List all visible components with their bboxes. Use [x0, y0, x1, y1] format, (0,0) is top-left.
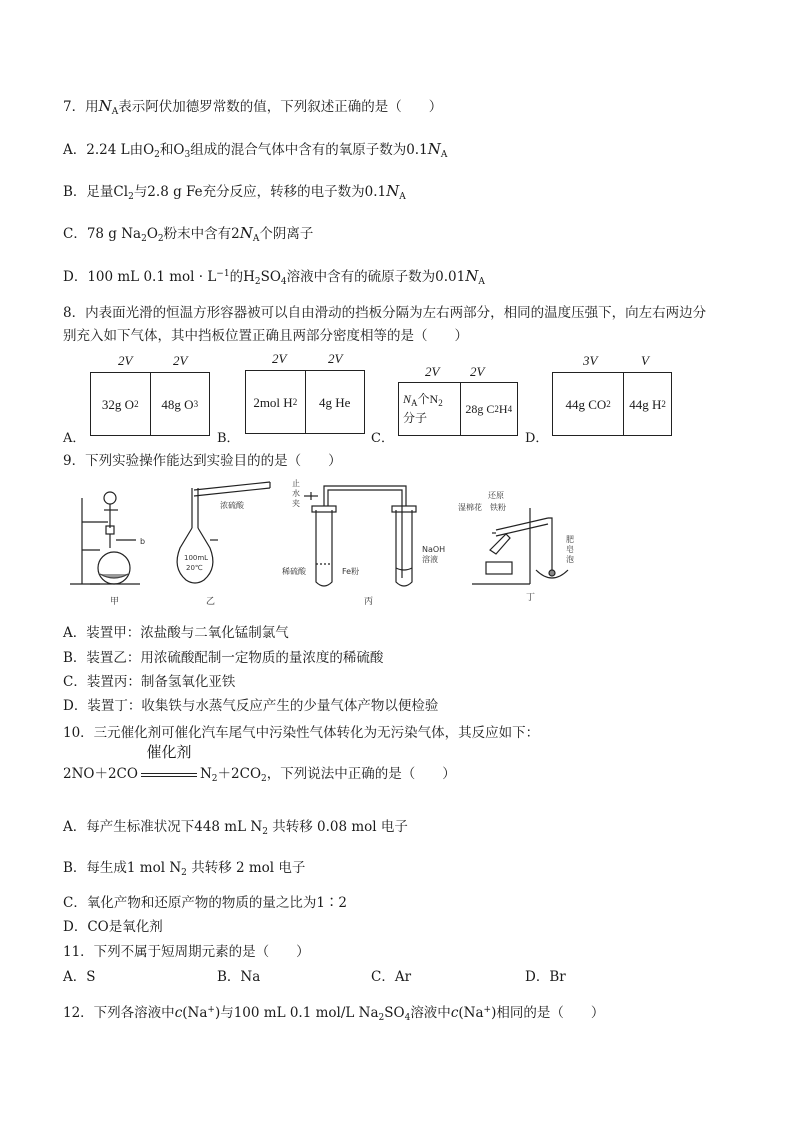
q11-option-c: C．Ar	[371, 969, 412, 985]
q8-d-vol-right: V	[641, 353, 649, 368]
q10-catalyst: 催化剂	[146, 743, 192, 761]
q10-option-a: A．每产生标准状况下448 mL $N_2$ 共转移 0.08 mol 电子	[63, 819, 408, 837]
q8-box-b-right: 4g He	[305, 371, 365, 433]
q10-eq-arrow	[138, 743, 200, 784]
q7-stem: 7．用$N_A$表示阿伏加德罗常数的值，下列叙述正确的是（ ）	[63, 97, 443, 117]
q8-box-b	[245, 370, 365, 434]
q8-box-c-left: $N_A$个$N_2$ 分子	[403, 392, 443, 425]
q11-option-a: A．S	[63, 969, 96, 985]
caption-b: b	[140, 537, 146, 546]
apparatus-bing	[304, 486, 416, 586]
q8-box-d	[552, 372, 672, 436]
q8-a-vol-right: 2V	[173, 353, 188, 368]
caption-dilute: 稀硫酸	[282, 567, 306, 576]
q8-label-c: C．	[371, 431, 394, 446]
q8-box-d-left: 44g CO 2	[565, 396, 611, 412]
caption-bing: 丙	[364, 597, 374, 607]
q10-equation: 2NO＋2CO 催化剂 $N_2+2CO_2$，下列说法中正确的是（ ）	[63, 743, 456, 784]
q10-option-c: C．氧化产物和还原产物的物质的量之比为1∶2	[63, 895, 348, 911]
q10-option-b: B．每生成1 mol $N_2$ 共转移 2 mol 电子	[63, 860, 306, 878]
q8-c-vol-left: 2V	[425, 364, 440, 379]
q9-stem: 9．下列实验操作能达到实验目的的是（ ）	[63, 453, 342, 469]
q7-option-b: B．足量$Cl_2$与2.8 g Fe充分反应，转移的电子数为$0.1N_A$	[63, 182, 406, 202]
q8-b-vol-left: 2V	[272, 351, 287, 366]
q8-box-a-right: 48g O 3	[150, 373, 210, 435]
q7-option-c: C．78 g $Na_2O_2$粉末中含有$2N_A$个阴离子	[63, 224, 314, 244]
q8-box-d-right: 44g H 2	[623, 373, 671, 435]
q8-label-d: D．	[525, 431, 549, 446]
caption-fe: Fe粉	[342, 567, 360, 576]
q8-box-b-left: 2mol H 2	[253, 394, 298, 410]
q8-label-b: B．	[217, 431, 240, 446]
caption-pao: 泡	[566, 555, 574, 564]
caption-ding: 丁	[526, 593, 536, 603]
caption-stop: 止	[292, 479, 300, 488]
caption-soln: 溶液	[422, 555, 438, 564]
caption-clamp: 夹	[292, 499, 300, 508]
q9-option-b: B．装置乙：用浓硫酸配制一定物质的量浓度的稀硫酸	[63, 650, 384, 666]
q7-option-d: D．100 mL 0.1 mol · $L^{-1}$的$H_2SO_4$溶液中含有的硫原子数为$0.01N_A$	[63, 267, 485, 287]
caption-flask-vol: 100mL	[184, 554, 209, 562]
q8-a-vol-left: 2V	[118, 353, 133, 368]
q12-stem: 12．下列各溶液中c(Na+)与100 mL 0.1 mol/L $Na_2SO_4$溶液中c(Na+)相同的是（ ）	[63, 1005, 605, 1023]
q10-option-d: D．CO是氧化剂	[63, 919, 163, 935]
q8-c-vol-right: 2V	[470, 364, 485, 379]
caption-flask-temp: 20℃	[186, 564, 203, 572]
q7-option-a: A．2.24 L由$O_2$和$O_3$组成的混合气体中含有的氧原子数为$0.1N_A$	[63, 140, 448, 160]
caption-water: 水	[292, 489, 300, 498]
q8-box-c-right: 28g C 2 H 4	[460, 383, 518, 435]
q8-label-a: A．	[63, 431, 86, 446]
caption-fe-powder: 铁粉	[490, 503, 506, 512]
q11-stem: 11．下列不属于短周期元素的是（ ）	[63, 944, 310, 960]
q8-stem-line1: 8．内表面光滑的恒温方形容器被可以自由滑动的挡板分隔为左右两部分，相同的温度压强下，向左右两边分	[63, 305, 707, 321]
caption-zao: 皂	[566, 545, 574, 554]
q10-stem: 10．三元催化剂可催化汽车尾气中污染性气体转化为无污染气体，其反应如下：	[63, 725, 540, 741]
q8-stem-line2: 别充入如下气体，其中挡板位置正确且两部分密度相等的是（ ）	[63, 328, 468, 344]
caption-fei: 肥	[566, 535, 574, 544]
q9-option-d: D．装置丁：收集铁与水蒸气反应产生的少量气体产物以便检验	[63, 698, 439, 714]
q9-option-a: A．装置甲：浓盐酸与二氧化锰制氯气	[63, 625, 289, 641]
q8-b-vol-right: 2V	[328, 351, 343, 366]
q9-apparatus-figure	[60, 478, 574, 608]
q11-option-d: D．Br	[525, 969, 566, 985]
q8-d-vol-left: 3V	[583, 353, 598, 368]
q11-option-b: B．Na	[217, 969, 261, 985]
q8-box-a-left: 32g O 2	[101, 396, 139, 412]
apparatus-jia	[70, 492, 140, 584]
q8-box-c	[398, 382, 518, 436]
q10-eq-left: 2NO＋2CO	[63, 766, 138, 782]
q8-box-a	[90, 372, 210, 436]
apparatus-ding	[472, 508, 568, 584]
caption-jia: 甲	[110, 597, 120, 607]
caption-yi: 乙	[206, 597, 216, 607]
caption-conc-h2so4: 浓硫酸	[220, 501, 244, 510]
caption-naoh: NaOH	[422, 545, 446, 554]
caption-reduce: 还原	[488, 491, 504, 500]
caption-wet-cotton: 湿棉花	[458, 503, 482, 512]
q9-option-c: C．装置丙：制备氢氧化亚铁	[63, 674, 236, 690]
